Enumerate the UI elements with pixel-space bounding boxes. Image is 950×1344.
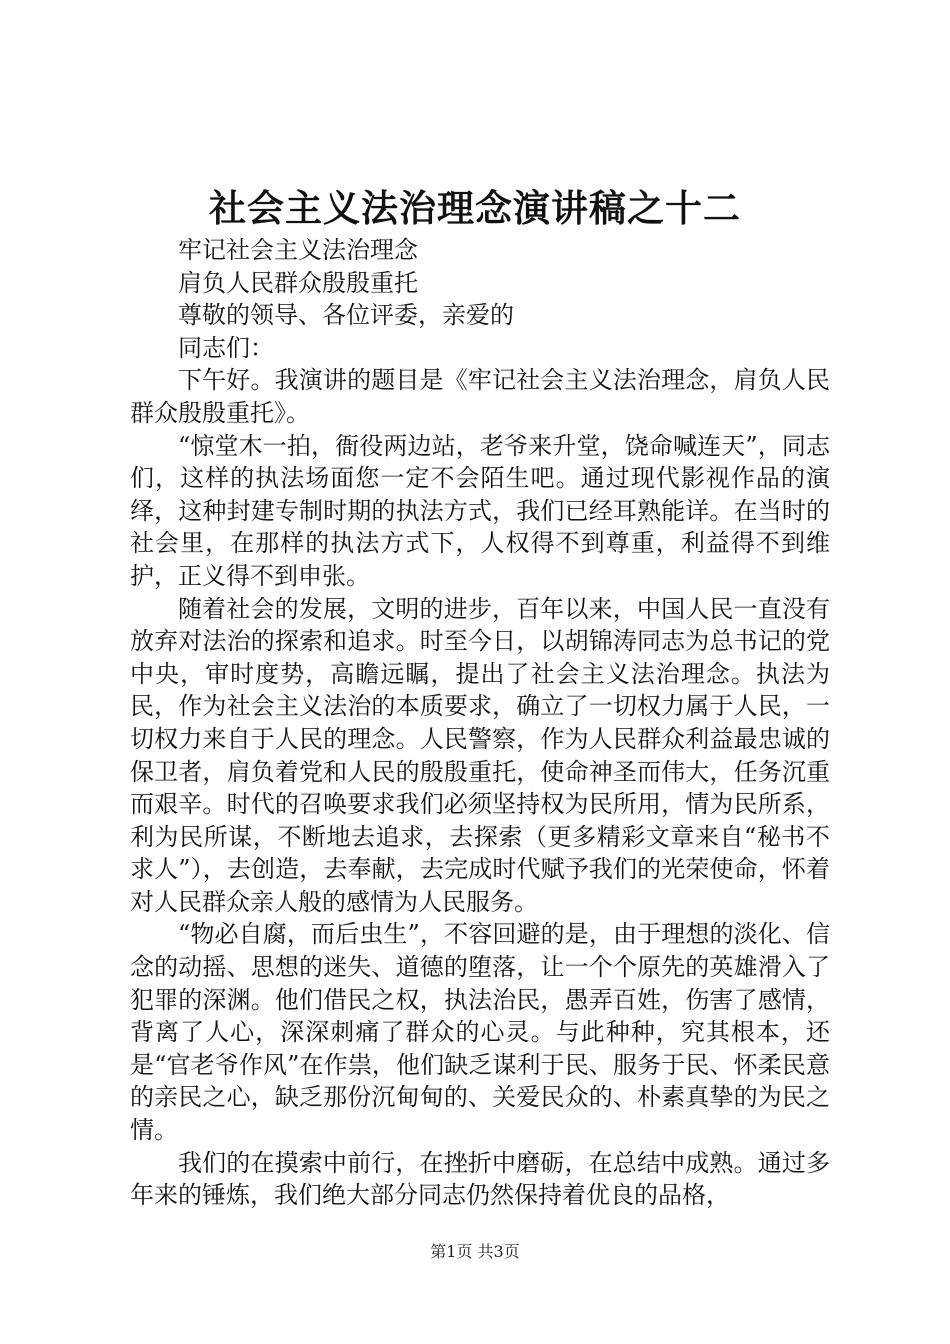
document-body bbox=[130, 234, 830, 1212]
paragraph: 我们的在摸索中前行，在挫折中磨砺，在总结中成熟。通过多年来的锤炼，我们绝大部分同志仍然保持着优良的品格， bbox=[130, 1148, 830, 1210]
paragraph: 牢记社会主义法治理念 bbox=[178, 236, 418, 264]
paragraph: 肩负人民群众殷殷重托 bbox=[178, 268, 418, 297]
paragraph: 同志们： bbox=[178, 333, 274, 362]
paragraph: 下午好。我演讲的题目是《牢记社会主义法治理念，肩负人民群众殷殷重托》。 bbox=[130, 366, 830, 427]
paragraph: 随着社会的发展，文明的进步，百年以来，中国人民一直没有放弃对法治的探索和追求。时至今日，以胡锦涛同志为总书记的党中央，审时度势，高瞻远瞩，提出了社会主义法治理念。执法为民，作为社会主义法治的本质要求，确立了一切权力属于人民，一切权力来自于人民的理念。人民警察，作为人民群众利益最忠诚的保卫者，肩负着党和人民的殷殷重托，使命神圣而伟大，任务沉重而艰辛。时代的召唤要求我们必须坚持权为民所用，情为民所系，利为民所谋，不断地去追求，去探索（更多精彩文章来自“秘书不求人”），去创造，去奉献，去完成时代赋予我们的光荣使命，怀着对人民群众亲人般的感情为人民服务。 bbox=[130, 594, 830, 916]
page-footer: 第1页 共3页 bbox=[430, 1242, 520, 1261]
paragraph: “物必自腐，而后虫生”，不容回避的是，由于理想的淡化、信念的动摇、思想的迷失、道德的堕落，让一个个原先的英雄滑入了犯罪的深渊。他们借民之权，执法治民，愚弄百姓，伤害了感情，背离了人心，深深刺痛了群众的心灵。与此种种，究其根本，还是“官老爷作风”在作祟，他们缺乏谋利于民、服务于民、怀柔民意的亲民之心，缺乏那份沉甸甸的、关爱民众的、朴素真挚的为民之情。 bbox=[130, 920, 830, 1145]
paragraph: “惊堂木一拍，衙役两边站，老爷来升堂，饶命喊连天”，同志们，这样的执法场面您一定不会陌生吧。通过现代影视作品的演绎，这种封建专制时期的执法方式，我们已经耳熟能详。在当时的社会里，在那样的执法方式下，人权得不到尊重，利益得不到维护，正义得不到申张。 bbox=[130, 431, 830, 590]
document-title: 社会主义法治理念演讲稿之十二 bbox=[209, 186, 741, 230]
paragraph: 尊敬的领导、各位评委，亲爱的 bbox=[178, 301, 514, 330]
